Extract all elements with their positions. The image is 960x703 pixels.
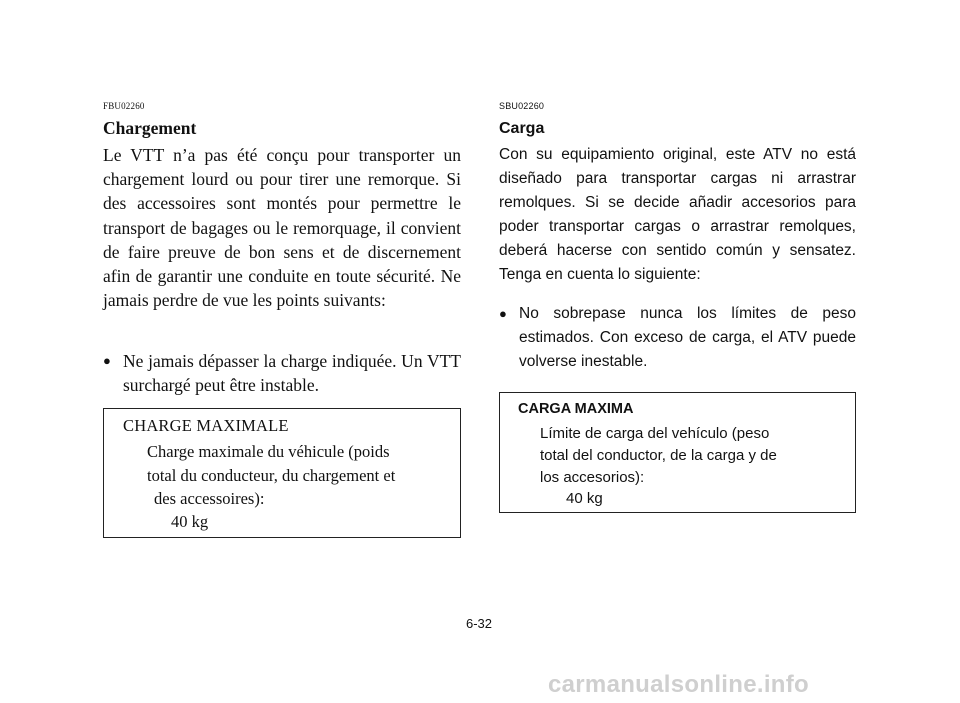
max-load-title: CHARGE MAXIMALE (123, 416, 289, 435)
section-paragraph: Con su equipamiento original, este ATV no está diseñado para transportar cargas ni arrastrar remolques. Si se decide añadir accesorios para poder transportar cargas o arrastrar remolques, deberá hacerse con sentido común y sensatez. Tenga en cuenta lo siguiente: (499, 146, 856, 284)
bullet-item (499, 302, 856, 374)
bullet-icon: ● (499, 306, 507, 321)
max-load-line-3: los accesorios): (540, 469, 645, 486)
max-load-box (499, 392, 856, 513)
max-load-line-2: total du conducteur, du chargement et (147, 466, 396, 485)
max-load-title: CARGA MAXIMA (518, 401, 634, 417)
max-load-line-1: Límite de carga del vehículo (peso (540, 425, 770, 442)
bullet-text: Ne jamais dépasser la charge indiquée. Un VTT surchargé peut être instable. (123, 351, 461, 396)
max-load-line-2: total del conductor, de la carga y de (540, 447, 777, 464)
section-code: SBU02260 (499, 101, 545, 111)
watermark: carmanualsonline.info (548, 671, 810, 698)
section-heading: Carga (499, 120, 545, 137)
section-heading: Chargement (103, 118, 197, 138)
bullet-text: No sobrepase nunca los límites de peso estimados. Con exceso de carga, el ATV puede volverse inestable. (519, 305, 856, 371)
bullet-icon: ● (103, 353, 111, 368)
max-load-value: 40 kg (566, 490, 603, 507)
section-code: FBU02260 (103, 101, 145, 111)
section-paragraph: Le VTT n’a pas été conçu pour transporter un chargement lourd ou pour tirer une remorque. Si des accessoires sont montés pour permettre le transport de bagages ou le remorquage, il convient de faire preuve de bon sens et de discernement afin de garantir une conduite en toute sécurité. Ne jamais perdre de vue les points suivants: (103, 145, 461, 311)
bullet-item (103, 349, 461, 397)
page-number: 6-32 (466, 616, 493, 631)
max-load-box (103, 408, 461, 538)
max-load-line-3: des accessoires): (154, 489, 265, 508)
max-load-value: 40 kg (171, 512, 209, 531)
max-load-line-1: Charge maximale du véhicule (poids (147, 442, 390, 461)
